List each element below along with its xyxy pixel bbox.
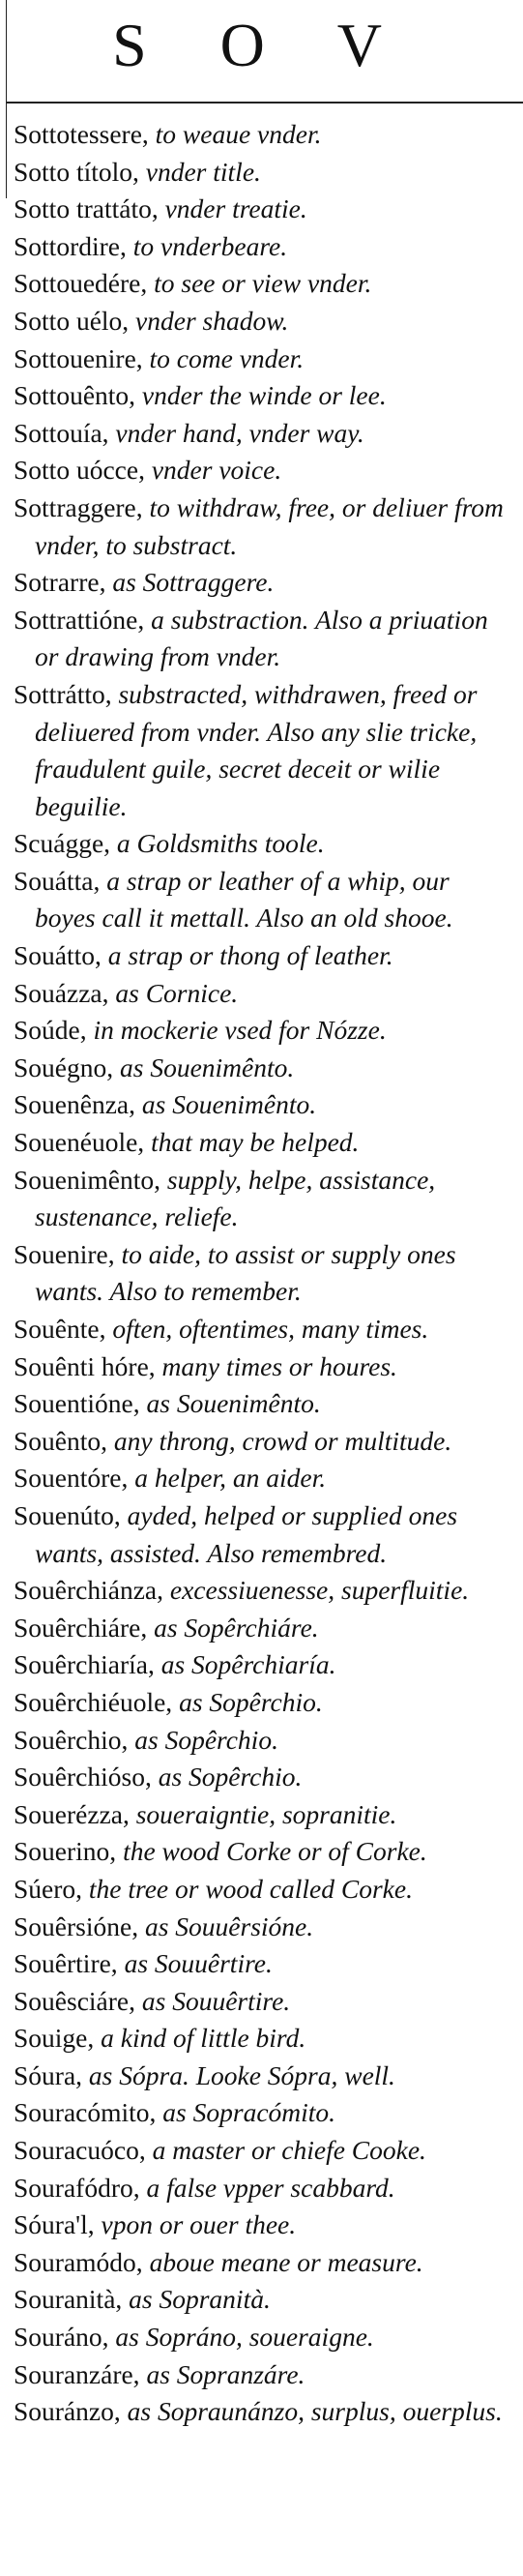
entry-headword: Souêrtire, (14, 1948, 118, 1979)
dictionary-entry (14, 1236, 513, 1311)
entry-headword: Sottouedére, (14, 268, 148, 299)
entry-headword: Souêrchio, (14, 1724, 129, 1755)
page-header: S O V (112, 11, 411, 79)
dictionary-entry (14, 1050, 513, 1087)
entry-gloss: a Goldsmiths toole. (110, 828, 325, 859)
dictionary-entry (14, 191, 513, 228)
entry-headword: Souêrsióne, (14, 1910, 139, 1941)
entry-headword: Sóura, (14, 2059, 83, 2090)
dictionary-entry (14, 1983, 513, 2021)
entry-headword: Souátto, (14, 940, 102, 971)
dictionary-entry (14, 1909, 513, 1946)
entry-headword: Souracuóco, (14, 2135, 146, 2166)
entry-gloss: as Souenimênto. (139, 1388, 321, 1419)
entry-gloss: as Sottraggere. (105, 567, 275, 598)
entry-headword: Souranzáre, (14, 2358, 140, 2389)
dictionary-entry (14, 1348, 513, 1386)
entry-headword: Súero, (14, 1873, 83, 1904)
entry-gloss: the tree or wood called Corke. (82, 1873, 413, 1904)
dictionary-entry (14, 2393, 513, 2431)
entry-headword: Souêrchiánza, (14, 1575, 163, 1606)
entry-headword: Sotto títolo, (14, 156, 139, 187)
entry-gloss: vnder the winde or lee. (135, 380, 387, 411)
entry-gloss: as Souuêrtire. (135, 1985, 291, 2016)
dictionary-entry (14, 2094, 513, 2132)
entry-headword: Sottouía, (14, 417, 109, 448)
entry-gloss: often, oftentimes, many times. (105, 1314, 429, 1344)
entry-gloss: a strap or thong of leather. (101, 940, 393, 971)
entry-gloss: vnder shadow. (129, 305, 289, 336)
entry-headword: Souerézza, (14, 1798, 130, 1829)
entry-gloss: to vnderbeare. (126, 230, 288, 261)
entry-headword: Souracómito, (14, 2097, 157, 2128)
dictionary-entry (14, 1722, 513, 1760)
entry-gloss: as Sopracómito. (156, 2097, 336, 2128)
entry-headword: Souránzo, (14, 2396, 121, 2427)
entry-gloss: as Sopranzáre. (139, 2358, 305, 2389)
entry-gloss: vpon or ouer thee. (94, 2209, 297, 2240)
dictionary-entry (14, 1871, 513, 1909)
entry-headword: Souramódo, (14, 2246, 143, 2277)
entry-headword: Sotrarre, (14, 567, 106, 598)
entry-gloss: as Souenimênto. (113, 1051, 295, 1082)
dictionary-entry (14, 1684, 513, 1722)
dictionary-entry (14, 377, 513, 415)
entry-headword: Souenúto, (14, 1499, 121, 1530)
dictionary-entry (14, 2244, 513, 2282)
entry-gloss: as Sópra. Looke Sópra, well. (82, 2059, 395, 2090)
entry-headword: Sottotessere, (14, 119, 149, 149)
entry-headword: Souráno, (14, 2322, 109, 2353)
entry-gloss: substracted, withdrawen, freed or deliuered from vnder. Also any slie tricke, fraudulent guile, secret deceit or wilie beguilie. (35, 678, 478, 821)
dictionary-entry (14, 228, 513, 266)
entry-headword: Souentóre, (14, 1463, 129, 1494)
entry-headword: Souênte, (14, 1314, 106, 1344)
entry-gloss: as Sopêrchio. (128, 1724, 278, 1755)
dictionary-entry (14, 975, 513, 1013)
dictionary-entry (14, 1012, 513, 1050)
dictionary-entry (14, 2132, 513, 2170)
entry-gloss: as Cornice. (108, 977, 239, 1008)
dictionary-entry (14, 1610, 513, 1647)
dictionary-entry (14, 937, 513, 975)
entry-gloss: as Sopêrchio. (172, 1686, 323, 1717)
entry-headword: Scuágge, (14, 828, 111, 859)
entry-headword: Sóura'l, (14, 2209, 95, 2240)
entry-headword: Sottrátto, (14, 678, 112, 709)
dictionary-entry (14, 863, 513, 937)
dictionary-entry (14, 602, 513, 676)
entry-headword: Souênti hóre, (14, 1350, 156, 1381)
entry-gloss: as Sopráno, soueraigne. (108, 2322, 374, 2353)
entry-headword: Souêrchiéuole, (14, 1686, 173, 1717)
entry-list (14, 116, 513, 2431)
dictionary-entry (14, 415, 513, 453)
entry-headword: Souêrchiáre, (14, 1612, 148, 1643)
entry-headword: Souige, (14, 2023, 95, 2054)
entry-gloss: as Sopêrchiaría. (154, 1649, 336, 1680)
entry-gloss: a false vpper scabbard. (139, 2172, 395, 2203)
entry-headword: Souenéuole, (14, 1127, 145, 1158)
dictionary-entry (14, 1423, 513, 1461)
dictionary-entry (14, 2206, 513, 2244)
dictionary-entry (14, 676, 513, 825)
dictionary-entry (14, 265, 513, 303)
entry-gloss: vnder treatie. (158, 193, 307, 224)
dictionary-entry (14, 1124, 513, 1162)
dictionary-entry (14, 1833, 513, 1871)
entry-gloss: a helper, an aider. (128, 1463, 327, 1494)
dictionary-entry (14, 2020, 513, 2058)
dictionary-entry (14, 1945, 513, 1983)
entry-headword: Souégno, (14, 1051, 114, 1082)
header-rule (6, 102, 523, 104)
entry-gloss: vnder title. (138, 156, 261, 187)
entry-gloss: as Sopranità. (122, 2284, 271, 2315)
dictionary-entry (14, 1311, 513, 1348)
entry-gloss: aboue meane or measure. (142, 2246, 423, 2277)
dictionary-entry (14, 116, 513, 154)
entry-gloss: as Sopraunánzo, surplus, ouerplus. (120, 2396, 503, 2427)
entry-gloss: ayded, helped or supplied ones wants, assisted. Also remembred. (35, 1499, 458, 1568)
dictionary-entry (14, 1646, 513, 1684)
entry-gloss: to aide, to assist or supply ones wants. Also to remember. (35, 1238, 456, 1307)
entry-headword: Sottouênto, (14, 380, 136, 411)
dictionary-entry (14, 1759, 513, 1796)
entry-gloss: as Souuêrtire. (117, 1948, 273, 1979)
dictionary-entry (14, 489, 513, 564)
entry-headword: Souêsciáre, (14, 1985, 135, 2016)
dictionary-entry (14, 1460, 513, 1497)
entry-headword: Sottordire, (14, 230, 127, 261)
entry-gloss: to come vnder. (142, 342, 305, 373)
dictionary-entry (14, 2356, 513, 2394)
dictionary-entry (14, 1385, 513, 1423)
entry-headword: Souêrchióso, (14, 1762, 152, 1792)
entry-gloss: to withdraw, free, or deliuer from vnder, to substract. (35, 491, 504, 560)
dictionary-entry (14, 2170, 513, 2207)
entry-headword: Soúde, (14, 1015, 87, 1046)
entry-headword: Souênto, (14, 1425, 108, 1456)
entry-headword: Sotto uócce, (14, 455, 145, 486)
dictionary-entry (14, 2281, 513, 2319)
entry-gloss: vnder voice. (144, 455, 282, 486)
dictionary-entry (14, 2319, 513, 2356)
entry-headword: Souenire, (14, 1238, 115, 1269)
entry-headword: Sourafódro, (14, 2172, 140, 2203)
entry-gloss: supply, helpe, assistance, sustenance, reliefe. (35, 1164, 436, 1232)
dictionary-entry (14, 825, 513, 863)
entry-headword: Sotto trattáto, (14, 193, 159, 224)
entry-gloss: as Souuêrsióne. (138, 1910, 314, 1941)
entry-headword: Sottouenire, (14, 342, 143, 373)
entry-gloss: a kind of little bird. (94, 2023, 306, 2054)
entry-gloss: vnder hand, vnder way. (108, 417, 364, 448)
dictionary-entry (14, 154, 513, 192)
dictionary-entry (14, 303, 513, 341)
entry-gloss: soueraigntie, sopranitie. (129, 1798, 397, 1829)
entry-headword: Souenimênto, (14, 1164, 161, 1195)
dictionary-entry (14, 2058, 513, 2095)
entry-gloss: as Sopêrchio. (151, 1762, 303, 1792)
entry-headword: Souázza, (14, 977, 109, 1008)
entry-headword: Souentióne, (14, 1388, 140, 1419)
entry-gloss: any throng, crowd or multitude. (107, 1425, 452, 1456)
dictionary-entry (14, 1796, 513, 1834)
entry-headword: Souátta, (14, 865, 101, 896)
dictionary-entry (14, 1497, 513, 1572)
entry-gloss: to weaue vnder. (148, 119, 322, 149)
entry-gloss: a master or chiefe Cooke. (145, 2135, 426, 2166)
entry-gloss: the wood Corke or of Corke. (116, 1836, 427, 1867)
entry-headword: Sottrattióne, (14, 604, 145, 635)
dictionary-entry (14, 564, 513, 602)
dictionary-entry (14, 341, 513, 378)
dictionary-entry (14, 1572, 513, 1610)
entry-gloss: excessiuenesse, superfluitie. (163, 1575, 470, 1606)
entry-headword: Souranità, (14, 2284, 123, 2315)
entry-gloss: as Sopêrchiáre. (147, 1612, 319, 1643)
dictionary-entry (14, 1162, 513, 1236)
entry-gloss: to see or view vnder. (147, 268, 372, 299)
entry-gloss: a strap or leather of a whip, our boyes call it mettall. Also an old shooe. (35, 865, 453, 933)
entry-headword: Sotto uélo, (14, 305, 130, 336)
entry-gloss: in mockerie vsed for Nózze. (86, 1015, 387, 1046)
entry-gloss: a substraction. Also a priuation or drawing from vnder. (35, 604, 488, 672)
dictionary-entry (14, 452, 513, 489)
entry-headword: Souerino, (14, 1836, 117, 1867)
entry-gloss: that may be helped. (144, 1127, 360, 1158)
dictionary-entry (14, 1086, 513, 1124)
entry-gloss: as Souenimênto. (135, 1089, 317, 1120)
entry-headword: Souêrchiaría, (14, 1649, 155, 1680)
entry-headword: Sottraggere, (14, 491, 143, 522)
entry-gloss: many times or houres. (155, 1350, 397, 1381)
entry-headword: Souenênza, (14, 1089, 135, 1120)
